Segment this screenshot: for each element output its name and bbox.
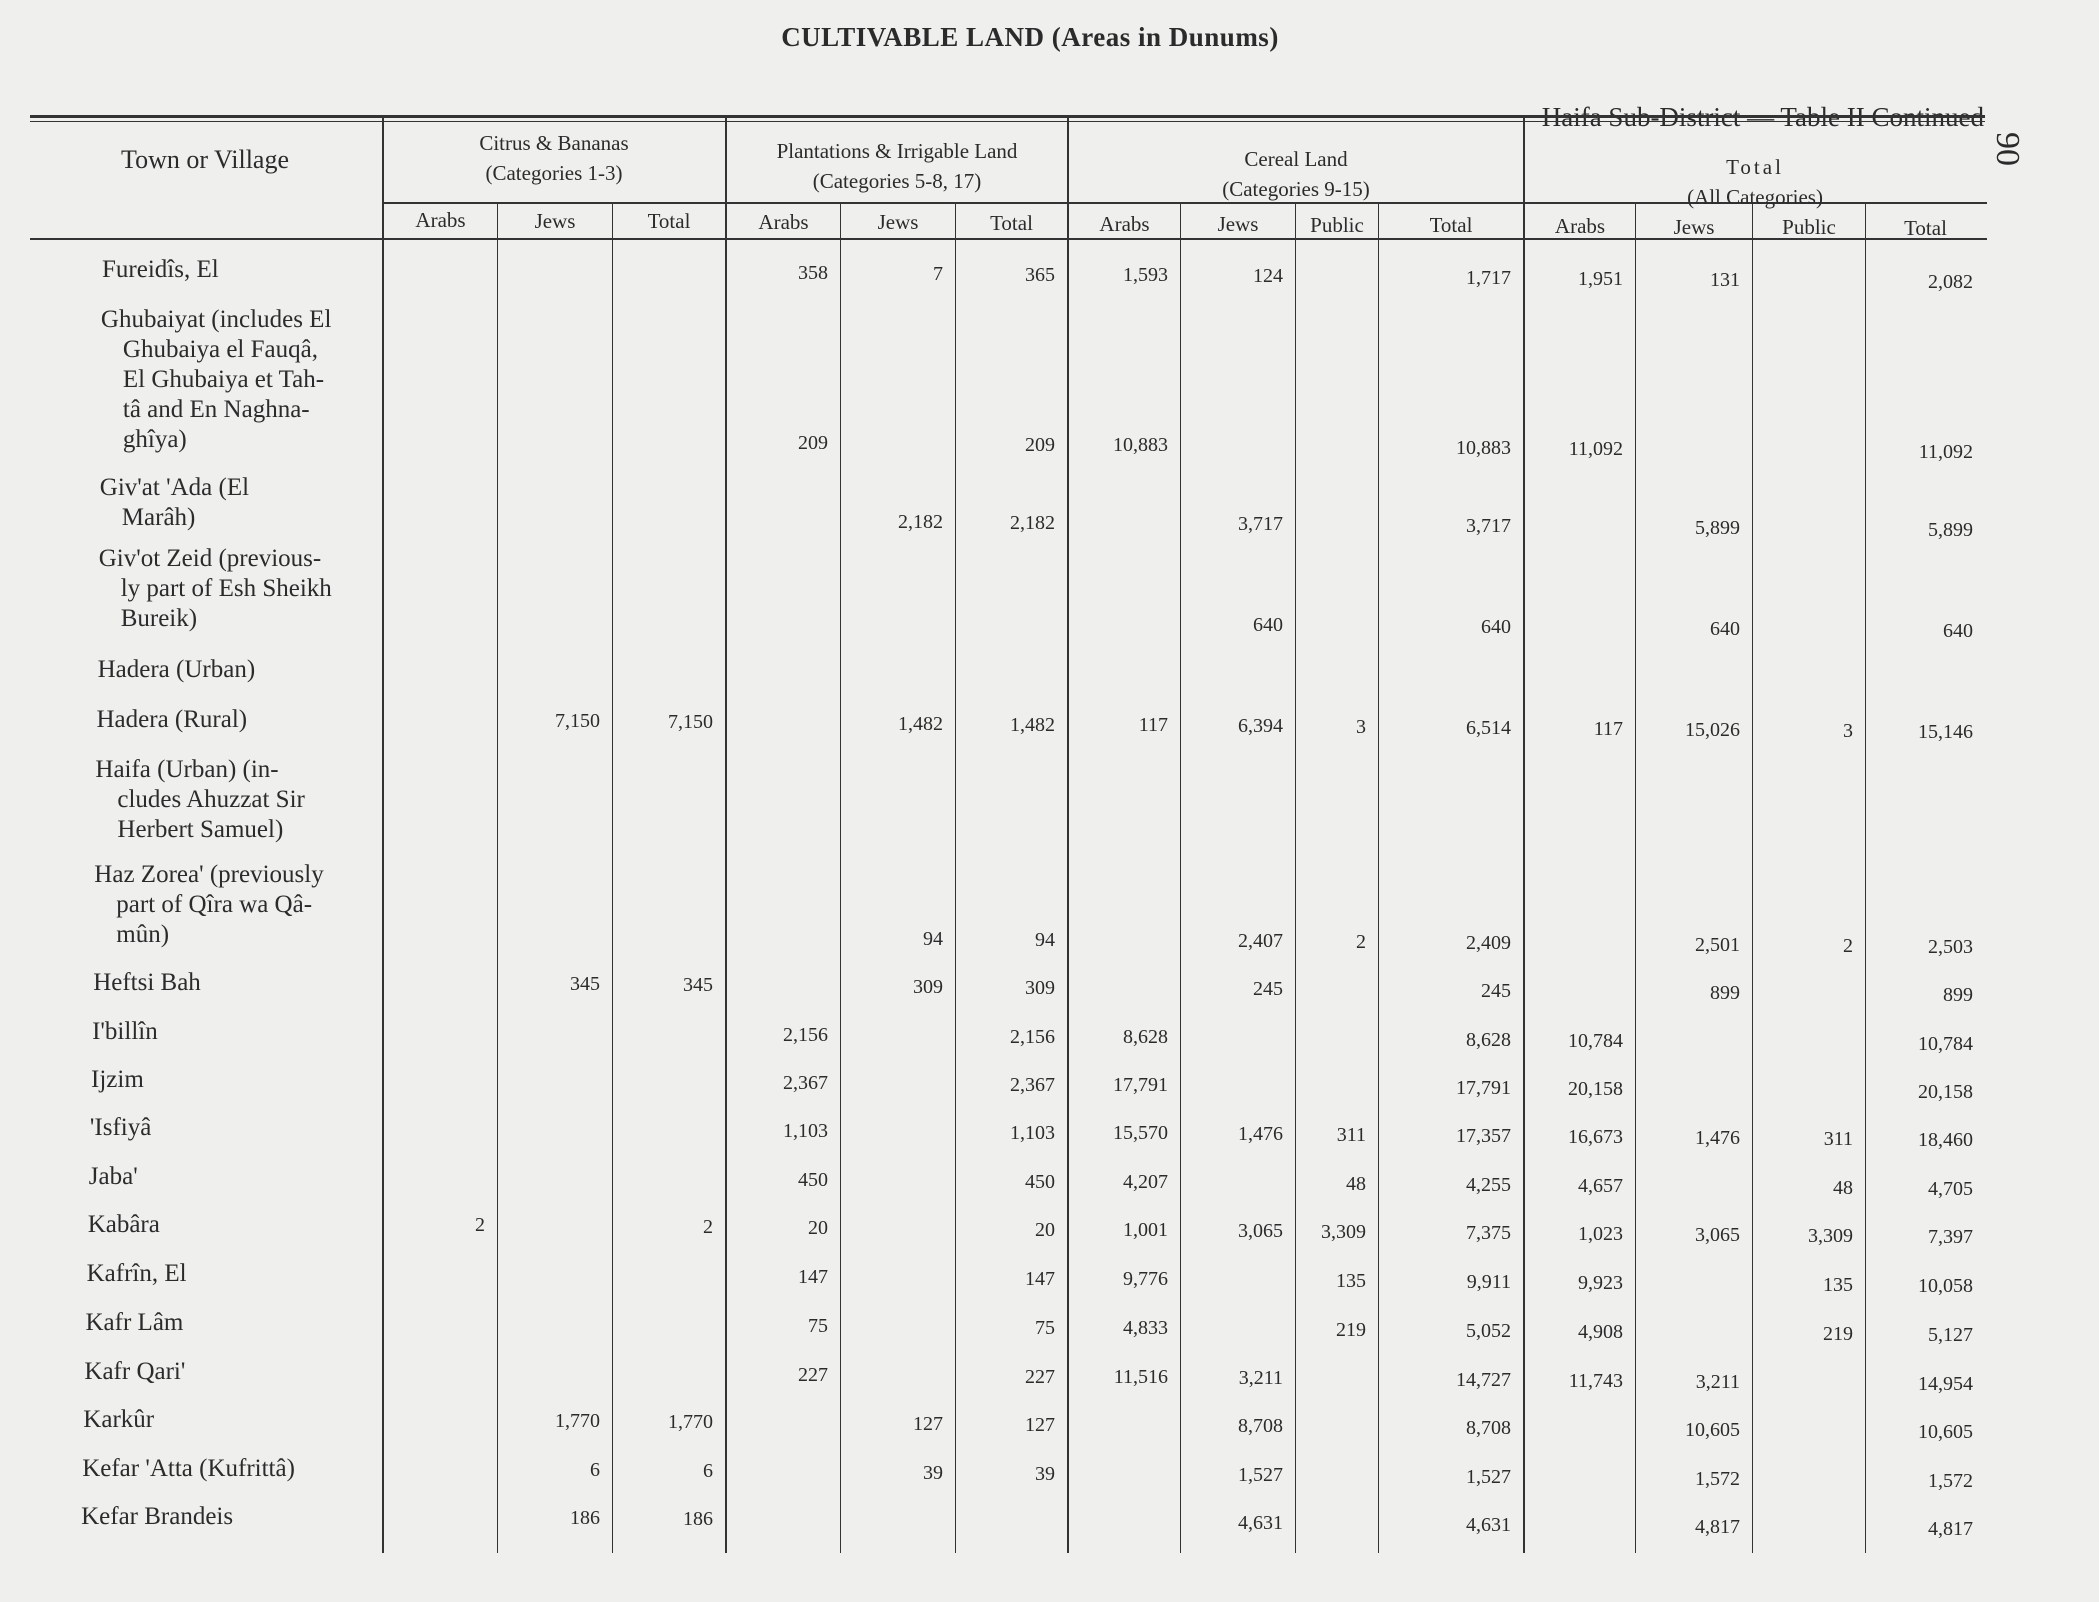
table-cell: 10,784 xyxy=(1568,1030,1623,1052)
header-subcolumn: Total xyxy=(1904,215,1947,240)
top-rule xyxy=(30,115,1985,118)
table-cell: 5,899 xyxy=(1695,516,1740,539)
village-name-line: Giv'ot Zeid (previous- xyxy=(98,545,322,572)
village-name xyxy=(83,1405,154,1435)
table-cell: 2,407 xyxy=(1238,930,1283,953)
table-cell: 2,156 xyxy=(783,1023,828,1046)
village-name-line: Hadera (Rural) xyxy=(96,706,248,733)
table-cell: 1,476 xyxy=(1695,1126,1740,1149)
table-cell: 245 xyxy=(1253,978,1283,1001)
table-cell: 640 xyxy=(1253,614,1283,637)
village-name-line: El Ghubaiya et Tah- xyxy=(122,366,325,393)
col-rule xyxy=(1865,203,1866,1553)
table-cell: 1,572 xyxy=(1928,1469,1973,1492)
header-subcolumn: Public xyxy=(1782,215,1836,240)
table-cell: 3,717 xyxy=(1466,515,1511,538)
table-cell: 7,397 xyxy=(1928,1225,1973,1248)
table-cell: 131 xyxy=(1710,268,1740,291)
table-cell: 94 xyxy=(1035,928,1055,951)
table-cell: 9,911 xyxy=(1466,1271,1511,1294)
table-cell: 11,092 xyxy=(1568,438,1623,460)
village-name-line: Kabâra xyxy=(87,1211,160,1238)
table-cell: 209 xyxy=(1025,433,1055,456)
village-name-line: Giv'at 'Ada (El xyxy=(99,474,250,501)
village-name xyxy=(100,473,249,533)
table-cell: 3 xyxy=(1843,719,1853,742)
village-name-line: part of Qîra wa Qâ- xyxy=(116,891,313,918)
table-cell: 135 xyxy=(1823,1273,1853,1296)
table-cell: 147 xyxy=(798,1265,828,1288)
table-cell: 3,065 xyxy=(1238,1220,1283,1243)
table-cell: 4,817 xyxy=(1695,1515,1740,1538)
table-cell: 14,954 xyxy=(1918,1372,1973,1395)
village-name xyxy=(88,1210,160,1240)
table-cell: 450 xyxy=(1025,1170,1055,1193)
header-group-cereal xyxy=(1069,144,1523,204)
header-subcolumn: Jews xyxy=(1217,212,1259,237)
village-name xyxy=(95,755,304,845)
village-name-line: Kafr Lâm xyxy=(85,1309,184,1336)
table-cell: 311 xyxy=(1336,1124,1366,1147)
table-cell: 8,628 xyxy=(1466,1029,1511,1052)
table-cell: 209 xyxy=(798,431,828,454)
header-group-line1: Plantations & Irrigable Land xyxy=(776,139,1018,163)
table-cell: 2,156 xyxy=(1010,1025,1055,1048)
col-rule xyxy=(382,118,384,1553)
village-name-line: tâ and En Naghna- xyxy=(122,396,310,423)
table-cell: 2,409 xyxy=(1466,932,1511,955)
village-name xyxy=(87,1259,187,1289)
table-cell: 17,357 xyxy=(1456,1125,1511,1148)
village-name xyxy=(99,544,332,634)
table-cell: 117 xyxy=(1138,714,1168,737)
village-name xyxy=(89,1162,138,1192)
village-name xyxy=(94,860,323,950)
village-name-line: ly part of Esh Sheikh xyxy=(120,575,332,602)
table-cell: 640 xyxy=(1481,616,1511,639)
table-cell: 8,628 xyxy=(1123,1026,1168,1049)
table-cell: 10,058 xyxy=(1918,1274,1973,1297)
table-cell: 1,476 xyxy=(1238,1123,1283,1146)
table-cell: 5,127 xyxy=(1928,1323,1973,1346)
table-cell: 15,026 xyxy=(1685,718,1740,741)
col-rule xyxy=(1295,203,1296,1553)
table-cell: 48 xyxy=(1833,1176,1853,1199)
header-group-line1: Citrus & Bananas xyxy=(479,131,629,155)
col-rule xyxy=(1635,203,1636,1553)
table-cell: 6,394 xyxy=(1238,715,1283,738)
header-subcolumn: Total xyxy=(647,209,691,234)
table-cell: 10,883 xyxy=(1456,437,1511,460)
table-cell: 227 xyxy=(798,1363,828,1386)
header-group-line2: (All Categories) xyxy=(1687,185,1823,209)
table-cell: 1,770 xyxy=(555,1409,600,1432)
table-cell: 3,309 xyxy=(1321,1221,1366,1244)
table-cell: 1,001 xyxy=(1123,1219,1168,1242)
header-subcolumn: Jews xyxy=(534,208,576,233)
table-cell: 127 xyxy=(913,1412,943,1435)
table-cell: 4,631 xyxy=(1238,1512,1283,1535)
table-cell: 11,516 xyxy=(1113,1366,1168,1389)
table-cell: 8,708 xyxy=(1466,1417,1511,1440)
table-cell: 20,158 xyxy=(1918,1080,1973,1103)
header-group-line2: (Categories 5-8, 17) xyxy=(812,169,982,193)
table-cell: 10,784 xyxy=(1918,1032,1973,1055)
table-cell: 127 xyxy=(1025,1413,1055,1436)
header-subcolumn: Public xyxy=(1310,212,1364,237)
table-cell: 5,899 xyxy=(1928,518,1973,541)
table-cell: 117 xyxy=(1593,718,1623,740)
table-cell: 345 xyxy=(683,973,713,996)
village-name xyxy=(102,255,219,285)
table-cell: 4,657 xyxy=(1578,1175,1623,1197)
village-name xyxy=(93,968,201,998)
table-cell: 39 xyxy=(1035,1462,1055,1485)
table-cell: 15,570 xyxy=(1113,1122,1168,1145)
table-cell: 2 xyxy=(1356,931,1366,954)
village-name-line: Bureik) xyxy=(120,605,198,632)
col-rule xyxy=(955,203,956,1553)
table-cell: 4,705 xyxy=(1928,1177,1973,1200)
table-cell: 309 xyxy=(913,975,943,998)
table-cell: 2,501 xyxy=(1695,933,1740,956)
col-rule xyxy=(497,203,498,1553)
header-subcolumn: Arabs xyxy=(1554,214,1606,238)
village-name-line: ghîya) xyxy=(122,426,187,453)
village-name xyxy=(98,655,256,685)
table-cell: 899 xyxy=(1943,983,1973,1006)
table-cell: 2,082 xyxy=(1928,270,1973,293)
village-name-line: Herbert Samuel) xyxy=(117,816,284,843)
table-cell: 6 xyxy=(590,1458,600,1481)
table-cell: 6,514 xyxy=(1466,717,1511,740)
table-cell: 11,092 xyxy=(1918,440,1973,463)
table-cell: 15,146 xyxy=(1918,720,1973,743)
village-name-line: Hadera (Urban) xyxy=(97,656,256,683)
table-cell: 640 xyxy=(1710,617,1740,640)
table-cell: 9,923 xyxy=(1578,1272,1623,1294)
table-cell: 17,791 xyxy=(1456,1077,1511,1100)
table-cell: 17,791 xyxy=(1113,1074,1168,1097)
table-cell: 2,182 xyxy=(1010,511,1055,534)
table-cell: 345 xyxy=(570,972,600,995)
header-subcolumn: Arabs xyxy=(1099,211,1150,236)
col-rule xyxy=(725,118,727,1553)
village-name-line: 'Isfiyâ xyxy=(89,1114,152,1141)
table-cell: 2,367 xyxy=(1010,1073,1055,1096)
table-cell: 1,103 xyxy=(783,1119,828,1142)
page-title: CULTIVABLE LAND (Areas in Dunums) xyxy=(781,22,1279,52)
table-cell: 3,309 xyxy=(1808,1224,1853,1247)
table-cell: 135 xyxy=(1336,1270,1366,1293)
village-name-line: Karkûr xyxy=(83,1406,155,1433)
table-cell: 899 xyxy=(1710,981,1740,1004)
table-cell: 4,207 xyxy=(1123,1171,1168,1194)
table-cell: 124 xyxy=(1253,265,1283,288)
table-cell: 4,908 xyxy=(1578,1321,1623,1343)
village-name-line: I'billîn xyxy=(92,1018,158,1045)
village-name-line: Jaba' xyxy=(88,1163,138,1190)
header-subcolumn: Jews xyxy=(877,210,919,235)
header-group-line1: Total xyxy=(1726,155,1784,179)
village-name xyxy=(86,1308,184,1338)
table-cell: 7,150 xyxy=(668,710,713,733)
header-town-or-village: Town or Village xyxy=(121,145,289,174)
table-cell: 186 xyxy=(683,1507,713,1530)
header-group-total xyxy=(1525,152,1985,212)
table-cell: 3,211 xyxy=(1695,1370,1740,1393)
table-cell: 4,255 xyxy=(1466,1174,1511,1197)
table-cell: 358 xyxy=(798,261,828,284)
table-cell: 16,673 xyxy=(1568,1126,1623,1148)
table-cell: 147 xyxy=(1025,1267,1055,1290)
table-cell: 1,572 xyxy=(1695,1467,1740,1490)
village-name-line: Kefar Brandeis xyxy=(81,1503,234,1530)
table-cell: 75 xyxy=(1035,1316,1055,1339)
col-rule xyxy=(1180,203,1181,1553)
table-cell: 5,052 xyxy=(1466,1320,1511,1343)
table-cell: 450 xyxy=(798,1168,828,1191)
table-cell: 94 xyxy=(923,927,943,950)
header-subcolumn: Jews xyxy=(1673,214,1715,239)
table-cell: 2,503 xyxy=(1928,935,1973,958)
header-group-plantations xyxy=(727,136,1067,196)
table-cell: 2,182 xyxy=(898,510,943,533)
table-cell: 2,367 xyxy=(783,1071,828,1094)
table-cell: 20,158 xyxy=(1568,1078,1623,1100)
table-cell: 7,375 xyxy=(1466,1222,1511,1245)
header-subcolumn: Arabs xyxy=(758,209,809,234)
table-cell: 1,527 xyxy=(1238,1464,1283,1487)
village-name-line: Fureidîs, El xyxy=(102,256,219,283)
table-cell: 365 xyxy=(1025,263,1055,286)
village-name xyxy=(97,705,248,735)
village-name xyxy=(91,1065,144,1095)
top-rule-2 xyxy=(30,121,1985,122)
header-group-line2: (Categories 1-3) xyxy=(485,161,623,185)
table-cell: 1,482 xyxy=(898,712,943,735)
table-cell: 10,605 xyxy=(1685,1418,1740,1441)
table-cell: 2 xyxy=(703,1215,713,1238)
col-rule xyxy=(612,203,613,1553)
table-cell: 1,023 xyxy=(1578,1223,1623,1245)
table-cell: 4,631 xyxy=(1466,1514,1511,1537)
village-name-line: Haz Zorea' (previously xyxy=(94,861,324,888)
village-name-line: cludes Ahuzzat Sir xyxy=(117,786,305,813)
table-cell: 14,727 xyxy=(1456,1369,1511,1392)
table-cell: 7,150 xyxy=(555,709,600,732)
village-name-line: Kafr Qari' xyxy=(84,1358,186,1385)
col-rule xyxy=(1752,203,1753,1553)
table-cell: 311 xyxy=(1823,1127,1853,1150)
table-cell: 1,717 xyxy=(1466,267,1511,290)
table-cell: 640 xyxy=(1943,619,1973,642)
village-name xyxy=(92,1017,158,1047)
village-name-line: Kafrîn, El xyxy=(86,1260,187,1287)
header-group-line1: Cereal Land xyxy=(1244,147,1348,171)
header-subcolumn: Total xyxy=(1429,213,1473,238)
table-cell: 1,951 xyxy=(1578,268,1623,290)
header-group-line2: (Categories 9-15) xyxy=(1222,177,1370,201)
header-subcolumn: Total xyxy=(990,211,1033,235)
village-name-line: Ghubaiya el Fauqâ, xyxy=(122,336,318,363)
table-cell: 1,527 xyxy=(1466,1466,1511,1489)
table-cell: 4,833 xyxy=(1123,1317,1168,1340)
table-cell: 20 xyxy=(1035,1218,1055,1241)
table-cell: 1,103 xyxy=(1010,1121,1055,1144)
table-cell: 20 xyxy=(808,1216,828,1239)
village-name xyxy=(81,1502,233,1532)
table-cell: 309 xyxy=(1025,976,1055,999)
table-cell: 3,717 xyxy=(1238,513,1283,536)
table-cell: 48 xyxy=(1346,1173,1366,1196)
table-cell: 8,708 xyxy=(1238,1415,1283,1438)
village-name-line: Ijzim xyxy=(91,1066,144,1093)
village-name-line: mûn) xyxy=(116,921,170,948)
table-cell: 9,776 xyxy=(1123,1268,1168,1291)
table-cell: 10,605 xyxy=(1918,1420,1973,1443)
table-cell: 11,743 xyxy=(1568,1370,1623,1392)
table-cell: 18,460 xyxy=(1918,1128,1973,1151)
table-cell: 4,817 xyxy=(1928,1517,1973,1540)
table-cell: 6 xyxy=(703,1459,713,1482)
village-name-line: Haifa (Urban) (in- xyxy=(95,756,279,783)
table-cell: 219 xyxy=(1336,1319,1366,1342)
table-cell: 7 xyxy=(933,262,943,285)
village-name-line: Heftsi Bah xyxy=(93,969,201,996)
village-name xyxy=(90,1113,151,1143)
table-cell: 1,770 xyxy=(668,1410,713,1433)
village-name-line: Marâh) xyxy=(121,504,196,531)
table-cell: 3,065 xyxy=(1695,1223,1740,1246)
village-name xyxy=(101,305,332,455)
table-cell: 186 xyxy=(570,1506,600,1529)
header-group-citrus xyxy=(384,128,724,188)
page-number: 90 xyxy=(1989,132,2026,166)
table-cell: 3 xyxy=(1356,716,1366,739)
header-subcolumn: Arabs xyxy=(415,208,466,232)
table-cell: 3,211 xyxy=(1238,1367,1283,1390)
village-name-line: Ghubaiyat (includes El xyxy=(100,306,332,333)
table-cell: 219 xyxy=(1823,1322,1853,1345)
table-cell: 75 xyxy=(808,1314,828,1337)
village-name xyxy=(84,1357,185,1387)
col-rule xyxy=(840,203,841,1553)
table-cell: 245 xyxy=(1481,980,1511,1003)
table-cell: 227 xyxy=(1025,1365,1055,1388)
table-cell: 10,883 xyxy=(1113,434,1168,457)
table-cell: 1,593 xyxy=(1123,264,1168,287)
table-cell: 1,482 xyxy=(1010,713,1055,736)
table-cell: 39 xyxy=(923,1461,943,1484)
col-rule xyxy=(1378,203,1379,1553)
table-cell: 2 xyxy=(1843,934,1853,957)
village-name-line: Kefar 'Atta (Kufrittâ) xyxy=(82,1455,295,1482)
village-name xyxy=(82,1454,295,1484)
table-cell: 2 xyxy=(475,1214,485,1236)
